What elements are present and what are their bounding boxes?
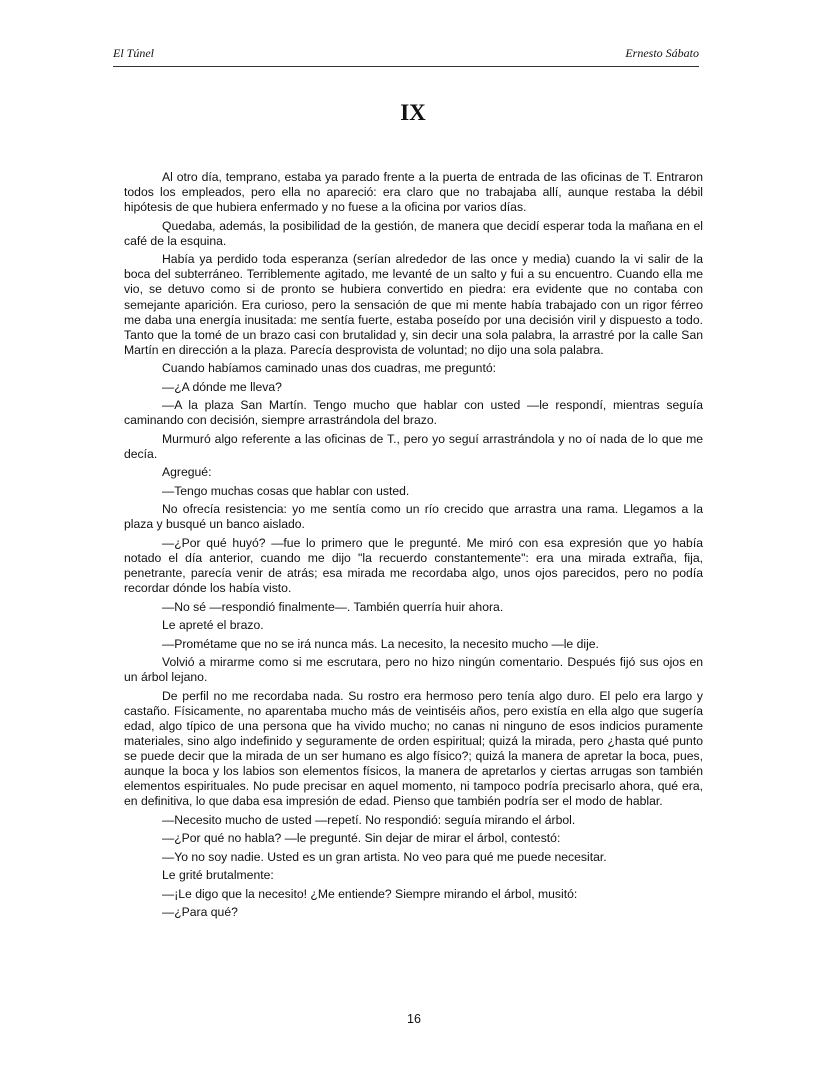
- paragraph: —¿Para qué?: [162, 905, 238, 920]
- paragraph: No ofrecía resistencia: yo me sentía como un río crecido que arrastra una rama. Llegamos a la plaza y busqué un banco aislado.: [124, 502, 703, 532]
- paragraph: —Necesito mucho de usted —repetí. No respondió: seguía mirando el árbol.: [162, 812, 576, 827]
- paragraph: De perfil no me recordaba nada. Su rostro era hermoso pero tenía algo duro. El pelo era largo y castaño. Físicamente, no aparentaba mucho más de veintiséis años, pero existía en ella algo que sugería edad, algo típico de una persona que ha vivido mucho; no canas ni ninguno de esos indicios puramente materiales, sino algo indefinido y seguramente de orden espiritual; quizá la mirada, pero ¿hasta qué punto se puede decir que la mirada de un ser humano es algo físico?; quizá la manera de apretar la boca, pues, aunque la boca y los labios son elementos físicos, la manera de apretarlos y ciertas arrugas son también elementos espirituales. No pude precisar en aquel momento, ni tampoco podría precisarlo ahora, qué era, en definitiva, lo que daba esa impresión de edad. Pienso que también podría ser el modo de hablar.: [124, 688, 703, 809]
- paragraph: —Yo no soy nadie. Usted es un gran artista. No veo para qué me puede necesitar.: [162, 849, 607, 864]
- paragraph: —Tengo muchas cosas que hablar con usted.: [162, 483, 410, 498]
- author-name: Ernesto Sábato: [625, 46, 699, 60]
- paragraph: Agregué:: [162, 465, 212, 480]
- paragraph: —¿Por qué huyó? —fue lo primero que le pregunté. Me miró con esa expresión que yo había notado el día anterior, cuando me dijo "la recuerdo constantemente": era una mirada extraña, fija, penetrante, parecía venir de atrás; esa mirada me recordaba algo, unos ojos parecidos, pero no podía recordar dónde los había visto.: [124, 535, 703, 596]
- body-text: [124, 170, 703, 924]
- paragraph: Le grité brutalmente:: [162, 868, 274, 883]
- paragraph: —Prométame que no se irá nunca más. La necesito, la necesito mucho —le dije.: [162, 636, 599, 651]
- paragraph: —¡Le digo que la necesito! ¿Me entiende? Siempre mirando el árbol, musitó:: [162, 886, 578, 901]
- paragraph: —¿Por qué no habla? —le pregunté. Sin dejar de mirar el árbol, contestó:: [162, 831, 561, 846]
- paragraph: Volvió a mirarme como si me escrutara, pero no hizo ningún comentario. Después fijó sus ojos en un árbol lejano.: [124, 655, 703, 685]
- paragraph: —¿A dónde me lleva?: [162, 379, 282, 394]
- paragraph: —No sé —respondió finalmente—. También querría huir ahora.: [162, 599, 504, 614]
- running-header: [113, 46, 699, 67]
- paragraph: Al otro día, temprano, estaba ya parado frente a la puerta de entrada de las oficinas de T. Entraron todos los empleados, pero ella no apareció: era claro que no trabajaba allí, aunque restaba la débil hipótesis de que hubiera enfermado y no fuese a la oficina por varios días.: [124, 170, 703, 215]
- paragraph: —A la plaza San Martín. Tengo mucho que hablar con usted —le respondí, mientras seguía caminando con decisión, siempre arrastrándola del brazo.: [124, 398, 703, 428]
- paragraph: Murmuró algo referente a las oficinas de T., pero yo seguí arrastrándola y no oí nada de lo que me decía.: [124, 431, 703, 461]
- paragraph: Quedaba, además, la posibilidad de la gestión, de manera que decidí esperar toda la mañana en el café de la esquina.: [124, 218, 703, 248]
- paragraph: Le apreté el brazo.: [162, 618, 264, 633]
- book-title: El Túnel: [113, 46, 154, 60]
- paragraph: Había ya perdido toda esperanza (serían alrededor de las once y media) cuando la vi salir de la boca del subterráneo. Terriblemente agitado, me levanté de un salto y fui a su encuentro. Cuando ella me vio, se detuvo como si de pronto se hubiera convertido en piedra: era evidente que no contaba con semejante aparición. Era curioso, pero la sensación de que mi mente había trabajado con un rigor férreo me daba una energía inusitada: me sentía fuerte, estaba poseído por una decisión viril y dispuesto a todo. Tanto que la tomé de un brazo casi con brutalidad y, sin decir una sola palabra, la arrastré por la calle San Martín en dirección a la plaza. Parecía desprovista de voluntad; no dijo una sola palabra.: [124, 252, 703, 357]
- paragraph: Cuando habíamos caminado unas dos cuadras, me preguntó:: [162, 361, 497, 376]
- page-number: 16: [407, 1012, 421, 1026]
- chapter-title: IX: [400, 100, 426, 125]
